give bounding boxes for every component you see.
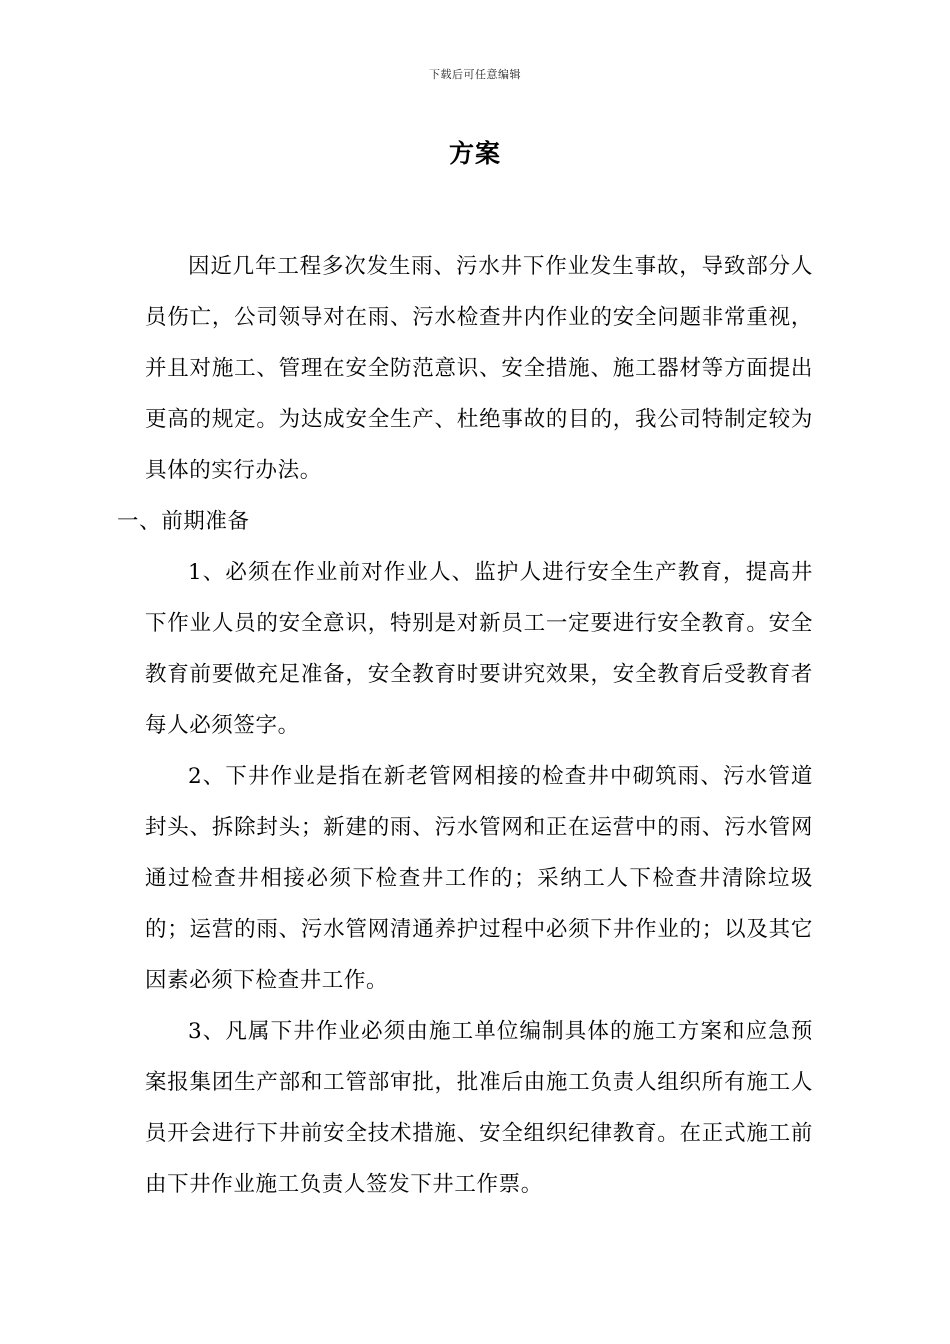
section-item-1: 1、必须在作业前对作业人、监护人进行安全生产教育，提高井下作业人员的安全意识，特别是对新员工一定要进行安全教育。安全教育前要做充足准备，安全教育时要讲究效果，安全教育后受教育者每人必须签字。	[145, 560, 813, 738]
section-item-3: 3、凡属下井作业必须由施工单位编制具体的施工方案和应急预案报集团生产部和工管部审批，批准后由施工负责人组织所有施工人员开会进行下井前安全技术措施、安全组织纪律教育。在正式施工前由下井作业施工负责人签发下井工作票。	[145, 1019, 813, 1197]
header-note: 下载后可任意编辑	[429, 68, 521, 81]
page-title: 方案	[448, 139, 501, 168]
section-heading: 一、前期准备	[117, 509, 250, 534]
section-item-2: 2、下井作业是指在新老管网相接的检查井中砌筑雨、污水管道封头、拆除封头；新建的雨、污水管网和正在运营中的雨、污水管网通过检查井相接必须下检查井工作的；采纳工人下检查井清除垃圾的；运营的雨、污水管网清通养护过程中必须下井作业的；以及其它因素必须下检查井工作。	[145, 764, 813, 993]
intro-paragraph: 因近几年工程多次发生雨、污水井下作业发生事故，导致部分人员伤亡，公司领导对在雨、污水检查井内作业的安全问题非常重视，并且对施工、管理在安全防范意识、安全措施、施工器材等方面提出更高的规定。为达成安全生产、杜绝事故的目的，我公司特制定较为具体的实行办法。	[145, 254, 813, 483]
